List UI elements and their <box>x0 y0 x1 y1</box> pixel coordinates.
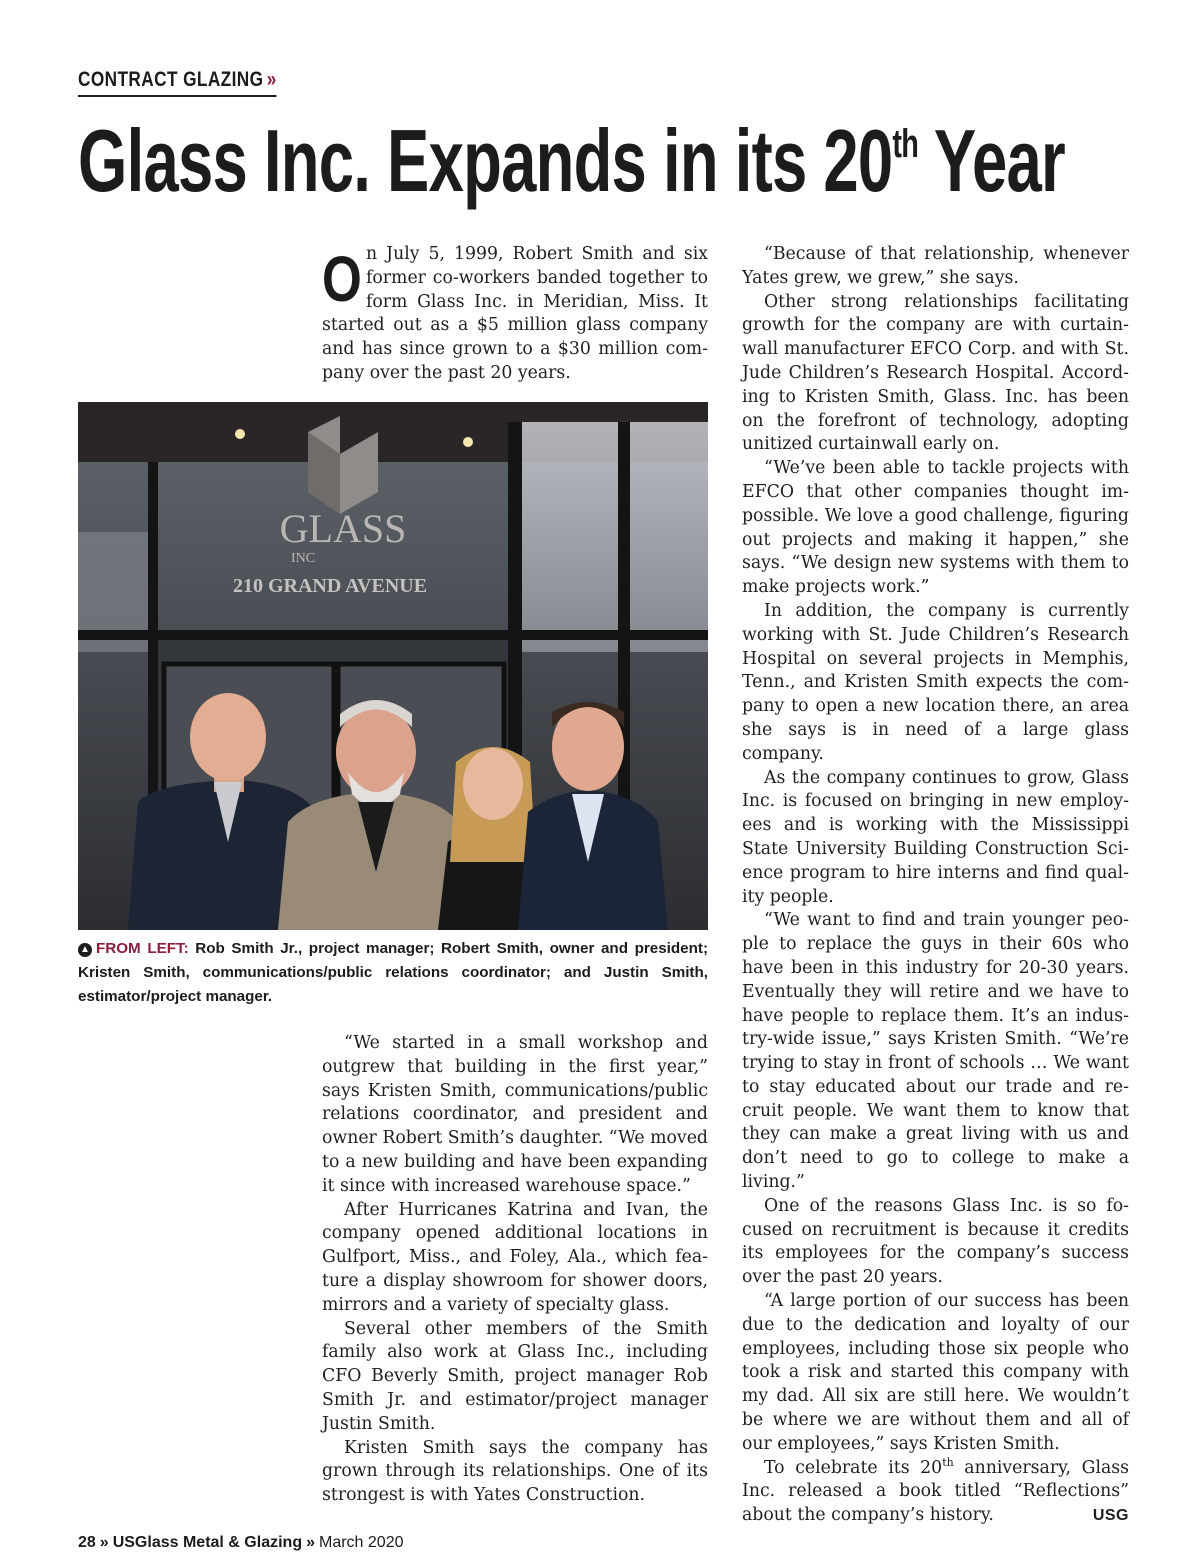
photo-illustration <box>78 402 708 930</box>
footer-separator-icon: » <box>99 1534 109 1551</box>
closing-superscript: th <box>942 1455 954 1469</box>
paragraph: After Hurricanes Katrina and Ivan, the company opened additional locations in Gulfport, Miss., and Foley, Ala., which feature a display showroom for shower doors, mirrors and a variety of specialty glass. <box>322 1199 708 1315</box>
section-label <box>78 68 277 97</box>
intro-paragraph <box>322 243 708 386</box>
paragraph: One of the reasons Glass Inc. is so focused on recruitment is because it credits its employees for the company’s success over the past 20 years. <box>742 1195 1129 1288</box>
paragraph: Kristen Smith says the company has grown through its relationships. One of its strongest is with Yates Construction. <box>322 1437 708 1506</box>
title-superscript: th <box>892 122 919 166</box>
closing-text-before: To celebrate its 20 <box>764 1457 943 1478</box>
sign-address: 210 GRAND AVENUE <box>232 575 428 597</box>
page-footer <box>78 1534 404 1552</box>
section-name: CONTRACT GLAZING <box>78 68 264 91</box>
paragraph: “We want to find and train younger people to replace the guys in their 60s who have been in this industry for 20-30 years. Eventually they will retire and we have to have people to replace them. It’s an industry-wide issue,” says Kristen Smith. “We’re trying to stay in front of schools … We want to stay educated about our trade and recruit people. We want them to know that they can make a great living with us and don’t need to go to college to make a living.” <box>742 910 1129 1193</box>
intro-text: n July 5, 1999, Robert Smith and six former co-workers banded together to form Glass Inc. in Meridian, Miss. It started out as a $5 million glass company and has since grown to a $30 million company over the past 20 years. <box>322 244 708 383</box>
arrow-up-icon: ▲ <box>78 943 92 957</box>
closing-text-after: anniversary, Glass Inc. released a book titled “Reflections” about the company’s history. <box>742 1457 1130 1526</box>
issue-date: March 2020 <box>319 1534 404 1551</box>
paragraph: “We started in a small workshop and outgrew that building in the first year,” says Kristen Smith, communications/public relations coordinator, and president and owner Robert Smith’s daughter. “We moved to a new building and have been expanding it since with increased warehouse space.” <box>322 1033 708 1196</box>
publication-name: USGlass Metal & Glazing <box>112 1534 303 1551</box>
paragraph: Several other members of the Smith family also work at Glass Inc., including CFO Beverly Smith, project manager Rob Smith Jr. and estimator/project manager Justin Smith. <box>322 1318 708 1434</box>
sky-reflection <box>518 422 708 652</box>
paragraph: “We’ve been able to tackle projects with EFCO that other companies thought impossible. We love a good challenge, figuring out projects and making it happen,” she says. “We design new systems with them to make projects work.” <box>742 458 1129 598</box>
drop-cap: O <box>322 243 362 315</box>
paragraph: “A large portion of our success has been due to the dedication and loyalty of our employees, including those six people who took a risk and started this company with my dad. All six are still here. We wouldn’t be where we are without them and all of our employees,” says Kristen Smith. <box>742 1291 1129 1454</box>
photo-caption <box>78 937 708 1009</box>
title-main: Glass Inc. Expands in its 20 <box>78 111 893 210</box>
closing-paragraph <box>742 1457 1129 1528</box>
article-title <box>78 106 1065 216</box>
paragraph: “Because of that relationship, whenever Yates grew, we grew,” she says. <box>742 244 1129 288</box>
page-number: 28 <box>78 1534 96 1551</box>
caption-text: Rob Smith Jr., project manager; Robert Smith, owner and president; Kristen Smith, communications/public relations coordinator; and Justin Smith, estimator/project manager. <box>78 940 708 1005</box>
intro-column <box>322 243 708 386</box>
sign-name: GLASS <box>279 506 407 551</box>
paragraph: In addition, the company is currently working with St. Jude Children’s Research Hospital on several projects in Memphis, Tenn., and Kristen Smith expects the company to open a new location there, an area she says is in need of a large glass company. <box>742 600 1129 764</box>
paragraph: Other strong relationships facilitating growth for the company are with curtainwall manufacturer EFCO Corp. and with St. Jude Children’s Research Hospital. According to Kristen Smith, Glass. Inc. has been on the forefront of technology, adopting unitized curtainwall early on. <box>742 291 1129 455</box>
sign-inc: INC <box>290 551 316 566</box>
paragraph: As the company continues to grow, Glass Inc. is focused on bringing in new employees and is working with the Mississippi State University Building Construction Science program to hire interns and find quality people. <box>742 767 1129 907</box>
transom <box>78 630 708 640</box>
end-mark: USG <box>1092 1507 1129 1525</box>
article-photo <box>78 402 708 930</box>
body-column-right <box>742 243 1129 1528</box>
ceiling-light-icon <box>235 429 245 439</box>
ceiling-light-icon <box>463 437 473 447</box>
body-column-left <box>322 1032 708 1508</box>
caption-lead: FROM LEFT: <box>96 940 189 957</box>
section-chevron-icon: » <box>266 68 277 91</box>
footer-separator-icon: » <box>306 1534 315 1551</box>
title-end: Year <box>918 111 1065 210</box>
